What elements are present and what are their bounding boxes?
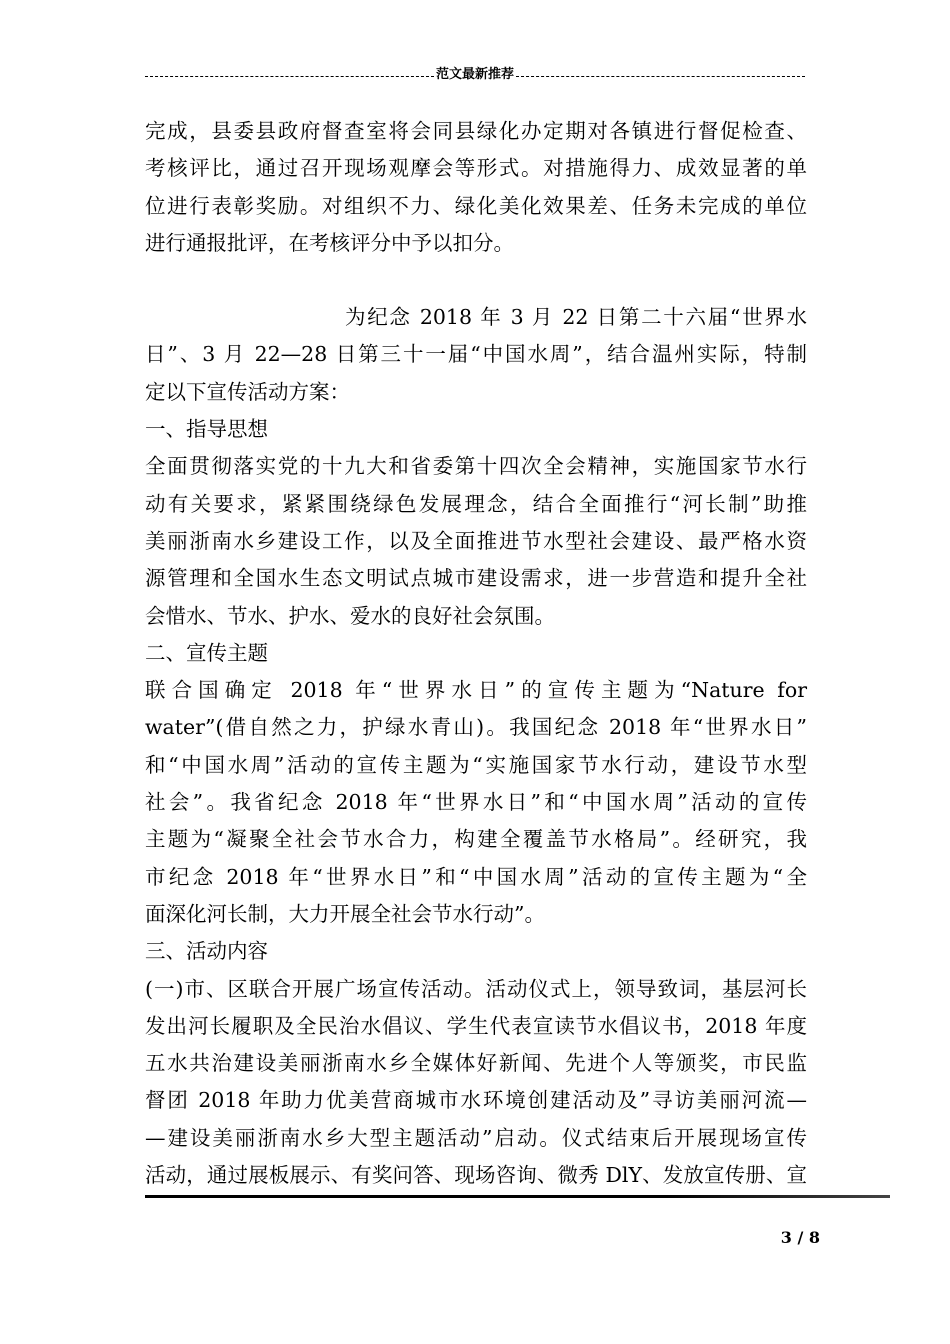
section-heading-activities: 三、活动内容 bbox=[145, 939, 268, 964]
paragraph-theme: 联合国确定 2018 年“世界水日”的宣传主题为“Nature for water”(借自然之力，护绿水青山)。我国纪念 2018 年“世界水日” 和“中国水周”活动的宣传主题为“实施国家节水行动，建设节水型 社会”。我省纪念 2018 年“世界水日”和“中国水周”活动的宣传 主题为“凝聚全社会节水合力，构建全覆盖节水格局”。经研究，我 市纪念 2018 年“世界水日”和“中国水周”活动的宣传主题为“全 面深化河长制，大力开展全社会节水行动”。 bbox=[145, 678, 807, 926]
section-heading-theme: 二、宣传主题 bbox=[145, 640, 268, 665]
header-label: 范文最新推荐 bbox=[436, 67, 515, 82]
section-heading-guiding-thought: 一、指导思想 bbox=[145, 417, 268, 442]
paragraph-inspection: 完成，县委县政府督查室将会同县绿化办定期对各镇进行督促检查、 考核评比，通过召开现场观摩会等形式。对措施得力、成效显著的单 位进行表彰奖励。对组织不力、绿化美化效果差、任务未完成的单位 进行通报批评，在考核评分中予以扣分。 bbox=[145, 119, 807, 255]
page-number: 3 / 8 bbox=[780, 1228, 820, 1247]
header-rule-left bbox=[145, 76, 434, 77]
paragraph-activities: (一)市、区联合开展广场宣传活动。活动仪式上，领导致词，基层河长 发出河长履职及全民治水倡议、学生代表宣读节水倡议书，2018 年度 五水共治建设美丽浙南水乡全媒体好新闻、先进个人等颁奖，市民监 督团 2018 年助力优美营商城市水环境创建活动及”寻访美丽河流— —建设美丽浙南水乡大型主题活动”启动。仪式结束后开展现场宣传 活动，通过展板展示、有奖问答、现场咨询、微秀 DlY、发放宣传册、宣 bbox=[145, 976, 807, 1188]
paragraph-gap bbox=[145, 262, 807, 299]
page-header bbox=[145, 66, 805, 84]
paragraph-guiding-thought: 全面贯彻落实党的十九大和省委第十四次全会精神，实施国家节水行 动有关要求，紧紧围绕绿色发展理念，结合全面推行“河长制”助推 美丽浙南水乡建设工作，以及全面推进节水型社会建设、最严格水资 源管理和全国水生态文明试点城市建设需求，进一步营造和提升全社 会惜水、节水、护水、爱水的良好社会氛围。 bbox=[145, 454, 807, 628]
document-body bbox=[145, 113, 807, 1194]
header-rule-right bbox=[516, 76, 805, 77]
footer-rule bbox=[145, 1195, 890, 1198]
paragraph-intro: 为纪念 2018 年 3 月 22 日第二十六届“世界水 日”、3 月 22—28 日第三十一届“中国水周”，结合温州实际，特制 定以下宣传活动方案： bbox=[145, 305, 807, 404]
